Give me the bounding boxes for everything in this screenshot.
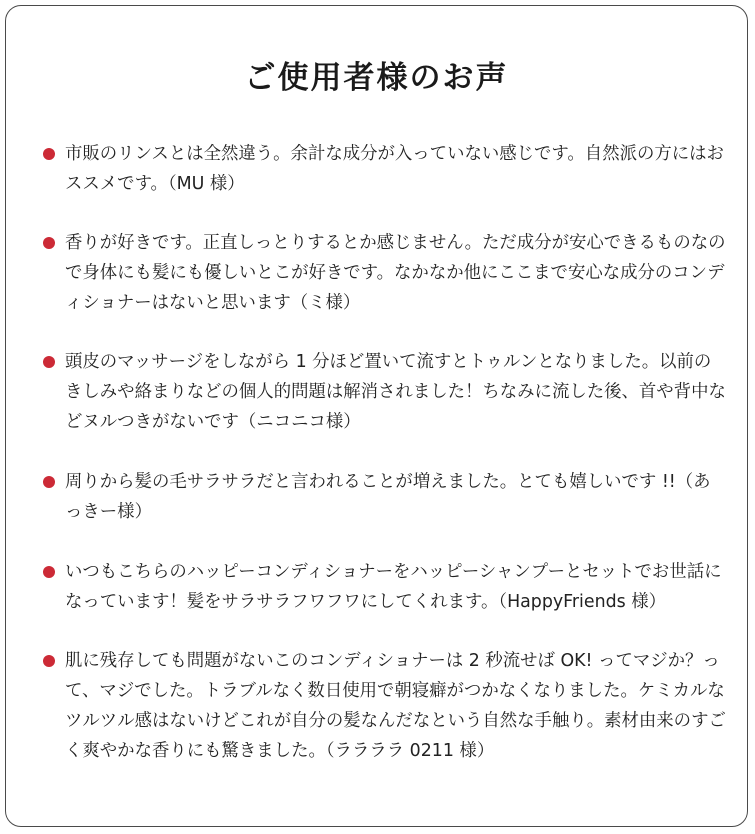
- review-text: いつもこちらのハッピーコンディショナーをハッピーシャンプーとセットでお世話になっています！髪をサラサラフワフワにしてくれます。（HappyFriends 様）: [65, 562, 722, 612]
- review-text: 頭皮のマッサージをしながら 1 分ほど置いて流すとトゥルンとなりました。以前のきしみや絡まりなどの個人的問題は解消されました！ちなみに流した後、首や背中などヌルつきがないです（ニコニコ様）: [65, 352, 726, 432]
- bullet-dot-icon: [43, 566, 55, 578]
- review-text: 肌に残存しても問題がないこのコンディショナーは 2 秒流せば OK! ってマジか？って、マジでした。トラブルなく数日使用で朝寝癖がつかなくなりました。ケミカルなツルツル感はないけどこれが自分の髪なんだなという自然な手触り。素材由来のすごく爽やかな香りにも驚きました。（ララララ 0211 様）: [65, 651, 726, 761]
- review-item: [39, 467, 727, 527]
- review-item: [39, 228, 727, 318]
- review-item: [39, 646, 727, 766]
- bullet-dot-icon: [43, 356, 55, 368]
- bullet-dot-icon: [43, 655, 55, 667]
- review-text: 香りが好きです。正直しっとりするとか感じません。ただ成分が安心できるものなので身体にも髪にも優しいとこが好きです。なかなか他にここまで安心な成分のコンディショナーはないと思います（ミ様）: [65, 233, 726, 313]
- testimonial-card: [5, 5, 748, 827]
- review-item: [39, 139, 727, 199]
- review-text: 周りから髪の毛サラサラだと言われることが増えました。とても嬉しいです !!（あっきー様）: [65, 472, 711, 522]
- review-item: [39, 557, 727, 617]
- review-text: 市販のリンスとは全然違う。余計な成分が入っていない感じです。自然派の方にはおススメです。（MU 様）: [65, 144, 724, 194]
- page-title: ご使用者様のお声: [244, 60, 509, 96]
- review-item: [39, 347, 727, 437]
- bullet-dot-icon: [43, 476, 55, 488]
- bullet-dot-icon: [43, 237, 55, 249]
- bullet-dot-icon: [43, 148, 55, 160]
